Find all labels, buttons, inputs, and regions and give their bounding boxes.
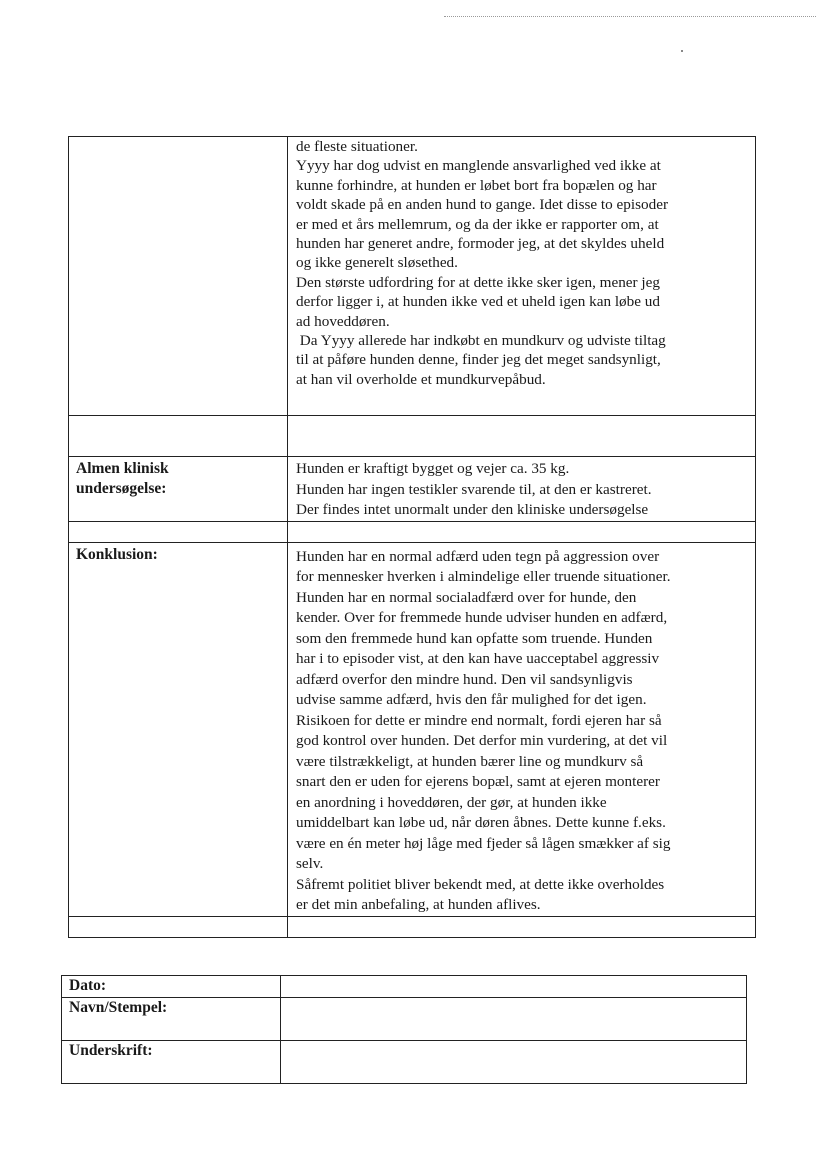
text-line: god kontrol over hunden. Det derfor min vurdering, at det vil xyxy=(296,732,668,749)
conclusion-text-cell xyxy=(288,542,756,916)
table-row xyxy=(69,521,756,542)
text-line: at han vil overholde et mundkurvepåbud. xyxy=(296,370,546,388)
signature-field[interactable] xyxy=(281,1041,747,1084)
name-stamp-field[interactable] xyxy=(281,998,747,1041)
empty-cell xyxy=(69,416,288,457)
table-row xyxy=(62,976,747,998)
clinical-text xyxy=(288,457,755,521)
text-line: for mennesker hverken i almindelige eller truende situationer. xyxy=(296,568,671,585)
text-line: ad hoveddøren. xyxy=(296,312,390,330)
text-line: Såfremt politiet bliver bekendt med, at dette ikke overholdes xyxy=(296,875,665,893)
text-line: er det min anbefaling, at hunden aflives. xyxy=(296,896,541,913)
text-line: har i to episoder vist, at den kan have uacceptabel aggressiv xyxy=(296,650,660,667)
text-line: være en én meter høj låge med fjeder så lågen smækker af sig xyxy=(296,834,671,852)
text-line: Da Yyyy allerede har indkøbt en mundkurv og udviste tiltag xyxy=(296,332,666,350)
text-line: en anordning i hoveddøren, der gør, at hunden ikke xyxy=(296,793,607,811)
clinical-text-cell xyxy=(288,457,756,522)
text-line: umiddelbart kan løbe ud, når døren åbnes. Dette kunne f.eks. xyxy=(296,814,666,831)
assessment-table xyxy=(68,136,756,938)
text-line: voldt skade på en anden hund to gange. Idet disse to episoder xyxy=(296,196,668,214)
text-line: og ikke generelt sløsethed. xyxy=(296,254,458,272)
table-row xyxy=(69,916,756,937)
text-line: Risikoen for dette er mindre end normalt, fordi ejeren har så xyxy=(296,711,662,729)
table-row xyxy=(62,998,747,1041)
scan-speck xyxy=(681,50,683,52)
signature-label-cell xyxy=(62,1041,281,1084)
dotted-header-line xyxy=(444,16,816,17)
continuation-text xyxy=(288,137,755,389)
continuation-text-cell xyxy=(288,137,756,416)
empty-cell xyxy=(69,521,288,542)
text-line: adfærd overfor den mindre hund. Den vil sandsynligvis xyxy=(296,670,633,688)
conclusion-label-cell xyxy=(69,542,288,916)
date-label: Dato: xyxy=(69,977,107,994)
empty-cell xyxy=(69,916,288,937)
clinical-label-cell xyxy=(69,457,288,522)
text-line: Yyyy har dog udvist en manglende ansvarlighed ved ikke at xyxy=(296,157,661,175)
text-line: kender. Over for fremmede hunde udviser hunden en adfærd, xyxy=(296,609,668,626)
date-field[interactable] xyxy=(281,976,747,998)
clinical-label-line: undersøgelse: xyxy=(76,480,167,497)
text-line: til at påføre hunden denne, finder jeg det meget sandsynligt, xyxy=(296,351,661,369)
clinical-label-line: Almen klinisk xyxy=(76,460,169,477)
table-row xyxy=(69,416,756,457)
name-stamp-label: Navn/Stempel: xyxy=(69,999,168,1016)
empty-label-cell xyxy=(69,137,288,416)
text-line: de fleste situationer. xyxy=(296,138,418,155)
text-line: snart den er uden for ejerens bopæl, samt at ejeren monterer xyxy=(296,773,660,790)
empty-cell xyxy=(288,916,756,937)
table-row xyxy=(69,137,756,416)
name-label-cell xyxy=(62,998,281,1041)
table-row xyxy=(69,542,756,916)
text-line: være tilstrækkeligt, at hunden bærer line og mundkurv så xyxy=(296,752,644,770)
text-line: udvise samme adfærd, hvis den får mulighed for det igen. xyxy=(296,691,647,708)
conclusion-label: Konklusion: xyxy=(76,545,158,563)
text-line: hunden har generet andre, formoder jeg, at det skyldes uheld xyxy=(296,235,665,253)
text-line: Den største udfordring for at dette ikke sker igen, mener jeg xyxy=(296,273,660,291)
text-line: derfor ligger i, at hunden ikke ved et uheld igen kan løbe ud xyxy=(296,293,660,311)
clinical-label xyxy=(69,457,287,499)
text-line: Hunden har en normal socialadfærd over for hunde, den xyxy=(296,588,637,606)
table-row xyxy=(62,1041,747,1084)
table-row xyxy=(69,457,756,522)
signature-table xyxy=(61,975,747,1084)
text-line: som den fremmede hund kan opfatte som truende. Hunden xyxy=(296,629,653,647)
signature-label: Underskrift: xyxy=(69,1042,153,1059)
date-label-cell xyxy=(62,976,281,998)
empty-cell xyxy=(288,416,756,457)
text-line: Hunden har en normal adfærd uden tegn på aggression over xyxy=(296,547,660,565)
text-line: Hunden er kraftigt bygget og vejer ca. 35 kg. xyxy=(296,460,570,477)
text-line: Der findes intet unormalt under den kliniske undersøgelse xyxy=(296,501,649,518)
conclusion-text xyxy=(288,543,755,916)
empty-cell xyxy=(288,521,756,542)
text-line: kunne forhindre, at hunden er løbet bort fra bopælen og har xyxy=(296,176,657,194)
text-line: er med et års mellemrum, og da der ikke er rapporter om, at xyxy=(296,215,659,233)
text-line: Hunden har ingen testikler svarende til, at den er kastreret. xyxy=(296,480,652,498)
text-line: selv. xyxy=(296,855,324,872)
